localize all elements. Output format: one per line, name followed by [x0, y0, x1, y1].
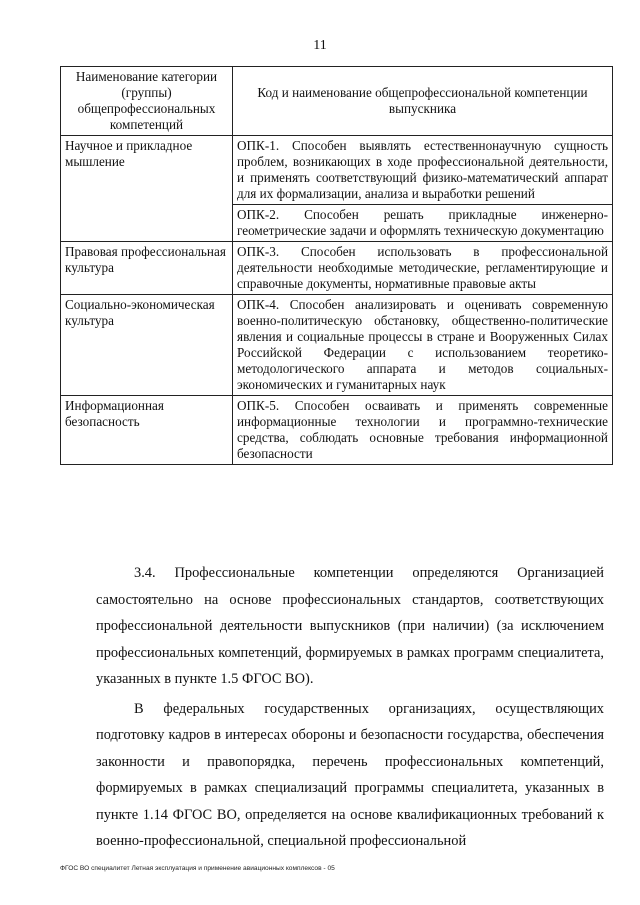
- category-cell: Научное и прикладное мышление: [61, 136, 233, 242]
- category-cell: Социально-экономическая культура: [61, 295, 233, 396]
- header-category: Наименование категории (группы) общепрофессиональных компетенций: [61, 67, 233, 136]
- category-cell: Правовая профессиональная культура: [61, 242, 233, 295]
- competence-cell: ОПК-2. Способен решать прикладные инженерно-геометрические задачи и оформлять техническую документацию: [233, 205, 613, 242]
- table-row: [61, 396, 613, 465]
- table-row: [61, 136, 613, 205]
- competence-cell: ОПК-4. Способен анализировать и оценивать современную военно-политическую обстановку, общественно-политические явления и социальные процессы в стране и Вооруженных Силах Российской Федерации с использованием теоретико-методологического аппарата и методов социальных-экономических и гуманитарных наук: [233, 295, 613, 396]
- table-header-row: [61, 67, 613, 136]
- table-row: [61, 295, 613, 396]
- category-cell: Информационная безопасность: [61, 396, 233, 465]
- header-competence: Код и наименование общепрофессиональной компетенции выпускника: [233, 67, 613, 136]
- page-footer: ФГОС ВО специалитет Летная эксплуатация и применение авиационных комплексов - 05: [60, 865, 335, 872]
- competence-cell: ОПК-1. Способен выявлять естественнонаучную сущность проблем, возникающих в ходе профессиональной деятельности, и применять соответствующий физико-математический аппарат для их формализации, анализа и выработки решений: [233, 136, 613, 205]
- body-text: [96, 560, 604, 855]
- page-number: 11: [313, 38, 327, 53]
- table-row: [61, 242, 613, 295]
- paragraph: 3.4. Профессиональные компетенции определяются Организацией самостоятельно на основе профессиональных стандартов, соответствующих профессиональной деятельности выпускников (при наличии) (за исключением профессиональных компетенций, формируемых в рамках программ специалитета, указанных в пункте 1.5 ФГОС ВО).: [96, 565, 604, 687]
- competencies-table: [60, 66, 613, 465]
- competence-cell: ОПК-5. Способен осваивать и применять современные информационные технологии и программно-технические средства, соблюдать основные требования информационной безопасности: [233, 396, 613, 465]
- paragraph: В федеральных государственных организациях, осуществляющих подготовку кадров в интересах обороны и безопасности государства, обеспечения законности и правопорядка, перечень профессиональных компетенций, формируемых в рамках специализаций программы специалитета, указанных в пункте 1.14 ФГОС ВО, определяется на основе квалификационных требований к военно-профессиональной, специальной профессиональной: [96, 700, 604, 849]
- competence-cell: ОПК-3. Способен использовать в профессиональной деятельности необходимые методические, регламентирующие и справочные документы, нормативные правовые акты: [233, 242, 613, 295]
